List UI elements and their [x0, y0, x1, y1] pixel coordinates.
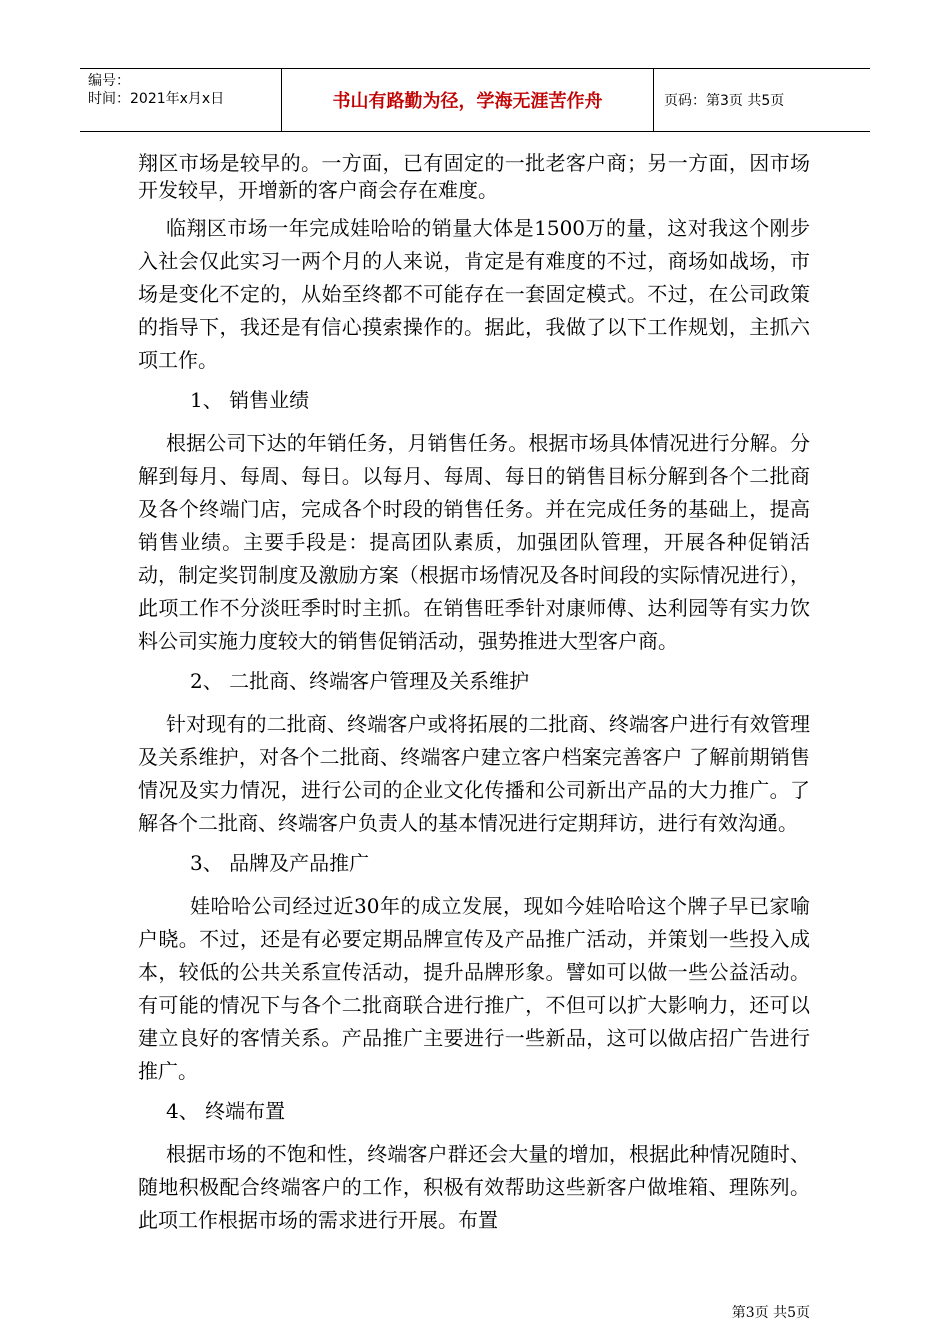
time-label: 时间：2021年x月x日: [88, 91, 225, 107]
paragraph-3: 根据公司下达的年销任务，月销售任务。根据市场具体情况进行分解。分解到每月、每周、每日。以每月、每周、每日的销售目标分解到各个二批商及各个终端门店，完成各个时段的销售任务。并在完成任务的基础上，提高销售业绩。主要手段是：提高团队素质，加强团队管理，开展各种促销活动，制定奖罚制度及激励方案（根据市场情况及各时间段的实际情况进行），此项工作不分淡旺季时时主抓。在销售旺季针对康师傅、达利园等有实力饮料公司实施力度较大的销售促销活动，强势推进大型客户商。: [138, 431, 810, 653]
document-body: [138, 150, 810, 1237]
header-page-code: 页码：第3页 共5页: [664, 93, 785, 109]
heading-sales-performance: 1、 销售业绩: [190, 388, 310, 412]
paragraph-1: 翔区市场是较早的。一方面，已有固定的一批老客户商；另一方面，因市场开发较早，开增新的客户商会存在难度。: [138, 151, 810, 202]
heading-customer-management: 2、 二批商、终端客户管理及关系维护: [190, 669, 530, 693]
page-header: [80, 68, 870, 132]
heading-terminal-layout: 4、 终端布置: [166, 1099, 286, 1123]
page-footer: 第3页 共5页: [731, 1305, 810, 1321]
paragraph-6: 根据市场的不饱和性，终端客户群还会大量的增加，根据此种情况随时、随地积极配合终端客户的工作，积极有效帮助这些新客户做堆箱、理陈列。此项工作根据市场的需求进行开展。布置: [138, 1142, 810, 1232]
number-label: 编号：: [88, 73, 130, 89]
paragraph-4: 针对现有的二批商、终端客户或将拓展的二批商、终端客户进行有效管理及关系维护，对各个二批商、终端客户建立客户档案完善客户 了解前期销售情况及实力情况，进行公司的企业文化传播和公司新出产品的大力推广。了解各个二批商、终端客户负责人的基本情况进行定期拜访，进行有效沟通。: [138, 712, 810, 835]
header-motto: 书山有路勤为径，学海无涯苦作舟: [282, 69, 654, 131]
header-meta: [80, 69, 282, 131]
heading-brand-promotion: 3、 品牌及产品推广: [190, 851, 370, 875]
paragraph-2: 临翔区市场一年完成娃哈哈的销量大体是1500万的量，这对我这个刚步入社会仅此实习一两个月的人来说，肯定是有难度的不过，商场如战场，市场是变化不定的，从始至终都不可能存在一套固定模式。不过，在公司政策的指导下，我还是有信心摸索操作的。据此，我做了以下工作规划，主抓六项工作。: [138, 216, 810, 372]
paragraph-5: 娃哈哈公司经过近30年的成立发展，现如今娃哈哈这个牌子早已家喻户晓。不过，还是有必要定期品牌宣传及产品推广活动，并策划一些投入成本，较低的公共关系宣传活动，提升品牌形象。譬如可以做一些公益活动。有可能的情况下与各个二批商联合进行推广，不但可以扩大影响力，还可以建立良好的客情关系。产品推广主要进行一些新品，这可以做店招广告进行推广。: [138, 894, 810, 1083]
